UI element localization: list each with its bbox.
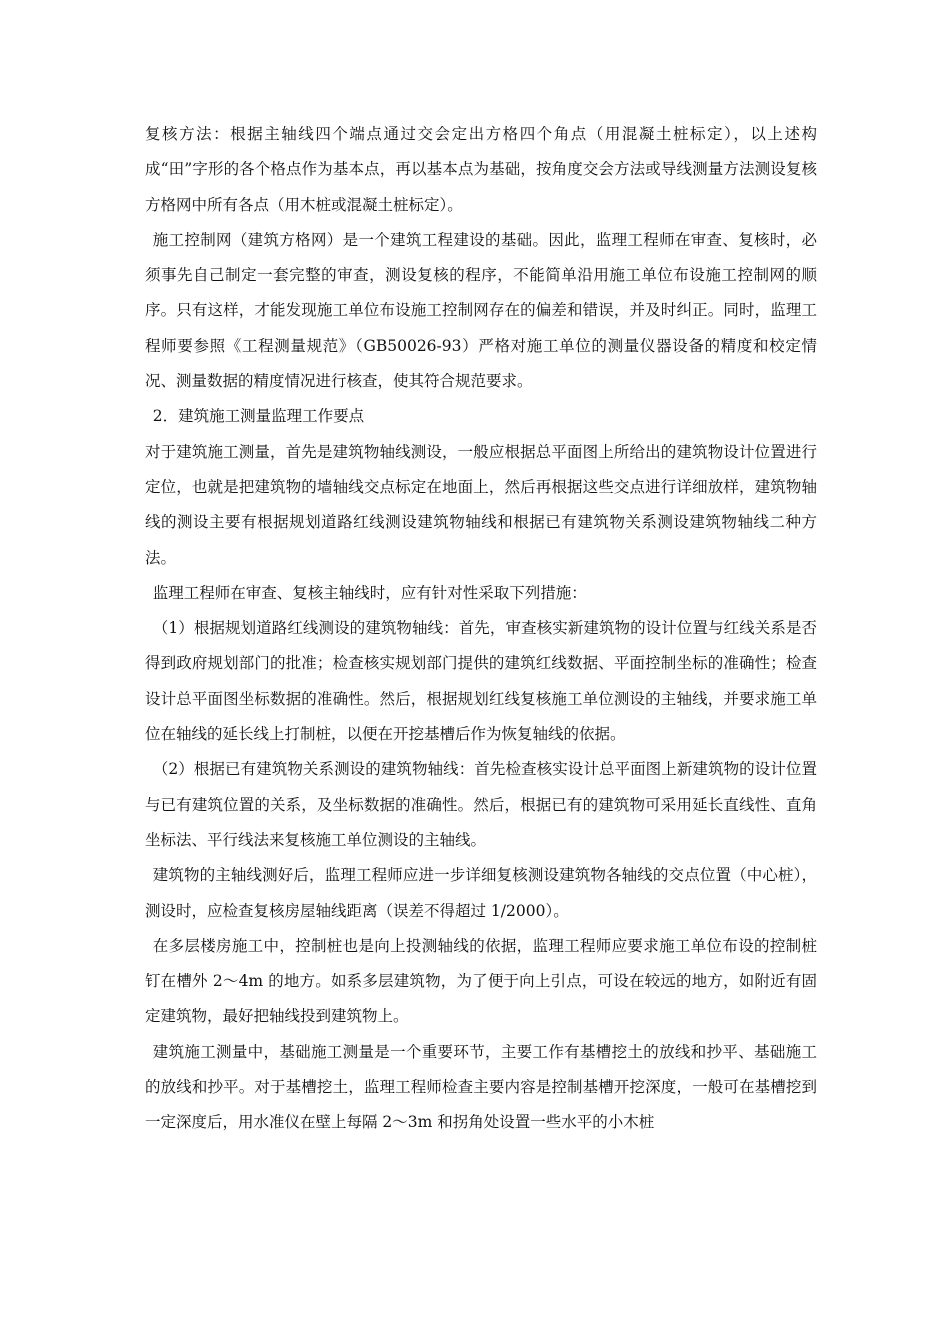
paragraph-foundation-survey: 建筑施工测量中，基础施工测量是一个重要环节，主要工作有基槽挖土的放线和抄平、基础施工的放线和抄平。对于基槽挖土，监理工程师检查主要内容是控制基槽开挖深度，一般可在基槽挖到一定深度后，用水准仪在壁上每隔 2～3m 和拐角处设置一些水平的小木桩 xyxy=(145,1042,817,1132)
paragraph-review-method: 复核方法：根据主轴线四个端点通过交会定出方格四个角点（用混凝土桩标定），以上述构成“田”字形的各个格点作为基本点，再以基本点为基础，按角度交会方法或导线测量方法测设复核方格网中所有各点（用木桩或混凝土桩标定）。 xyxy=(145,125,817,214)
paragraph-axis-setting: 对于建筑施工测量，首先是建筑物轴线测设，一般应根据总平面图上所给出的建筑物设计位置进行定位，也就是把建筑物的墙轴线交点标定在地面上，然后再根据这些交点进行详细放样，建筑物轴线的测设主要有根据规划道路红线测设建筑物轴线和根据已有建筑物关系测设建筑物轴线二种方法。 xyxy=(145,442,817,567)
section-heading: 2．建筑施工测量监理工作要点 xyxy=(152,407,365,426)
paragraph-control-network: 施工控制网（建筑方格网）是一个建筑工程建设的基础。因此，监理工程师在审查、复核时，必须事先自己制定一套完整的审查，测设复核的程序，不能简单沿用施工单位布设施工控制网的顺序。只有这样，才能发现施工单位布设施工控制网存在的偏差和错误，并及时纠正。同时，监理工程师要参照《工程测量规范》（GB50026-93）严格对施工单位的测量仪器设备的精度和校定情况、测量数据的精度情况进行核查，使其符合规范要求。 xyxy=(145,230,817,391)
paragraph-measure-1: （1）根据规划道路红线测设的建筑物轴线：首先，审查核实新建筑物的设计位置与红线关系是否得到政府规划部门的批准；检查核实规划部门提供的建筑红线数据、平面控制坐标的准确性；检查设计总平面图坐标数据的准确性。然后，根据规划红线复核施工单位测设的主轴线，并要求施工单位在轴线的延长线上打制桩，以便在开挖基槽后作为恢复轴线的依据。 xyxy=(145,619,817,744)
paragraph-measures-intro: 监理工程师在审查、复核主轴线时，应有针对性采取下列措施： xyxy=(152,583,587,602)
paragraph-measure-2: （2）根据已有建筑物关系测设的建筑物轴线：首先检查核实设计总平面图上新建筑物的设计位置与已有建筑位置的关系，及坐标数据的准确性。然后，根据已有的建筑物可采用延长直线性、直角坐标法、平行线法来复核施工单位测设的主轴线。 xyxy=(145,760,817,849)
paragraph-control-pile: 在多层楼房施工中，控制桩也是向上投测轴线的依据，监理工程师应要求施工单位布设的控制桩钉在槽外 2～4m 的地方。如系多层建筑物，为了便于向上引点，可设在较远的地方，如附近有固定建筑物，最好把轴线投到建筑物上。 xyxy=(145,936,817,1026)
document-body xyxy=(145,117,817,1141)
paragraph-axis-intersection: 建筑物的主轴线测好后，监理工程师应进一步详细复核测设建筑物各轴线的交点位置（中心桩），测设时，应检查复核房屋轴线距离（误差不得超过 1/2000）。 xyxy=(145,866,817,920)
